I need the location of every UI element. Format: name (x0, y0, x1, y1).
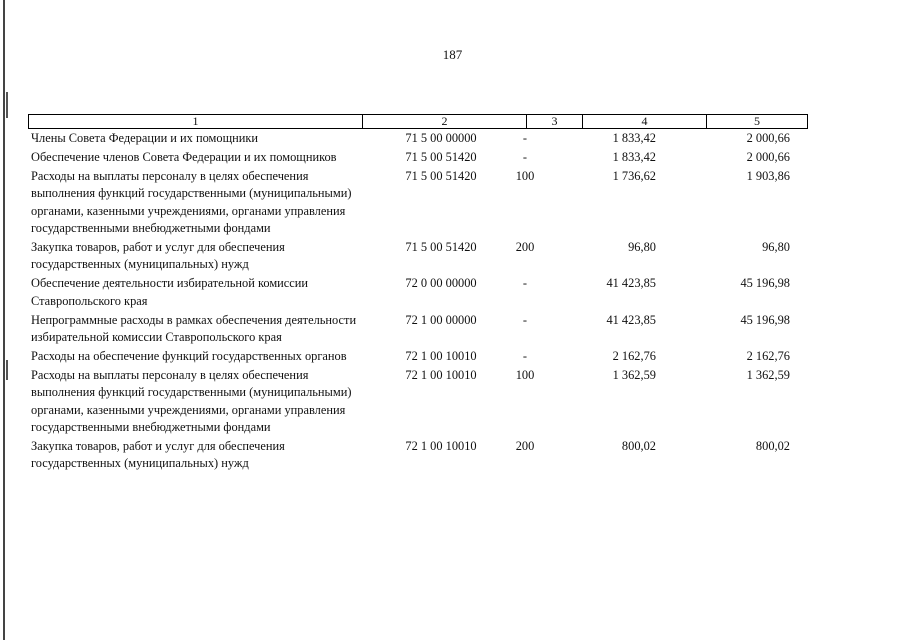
row-type: 100 (515, 367, 535, 382)
row-value-col4: 1 736,62 (612, 168, 656, 183)
column-header-5: 5 (706, 115, 807, 128)
row-name: Обеспечение деятельности избирательной комиссии Ставропольского края (31, 276, 309, 308)
row-value-col4: 800,02 (621, 438, 656, 453)
row-type: - (522, 131, 528, 145)
row-value-col5: 2 000,66 (746, 149, 790, 164)
row-type: 200 (515, 239, 535, 254)
row-code: 72 1 00 10010 (405, 348, 477, 363)
row-name: Закупка товаров, работ и услуг для обеспечения государственных (муниципальных) нужд (31, 438, 285, 471)
scan-border-line (3, 0, 5, 640)
row-code: 71 5 00 51420 (405, 168, 477, 183)
row-name: Расходы на выплаты персоналу в целях обеспечения выполнения функций государственными (муниципальными) органами, казенными учреждениями, органами управления государственными внебюджетными фондами (31, 367, 352, 434)
row-code: 72 1 00 00000 (405, 312, 477, 327)
row-value-col5: 2 162,76 (746, 348, 790, 363)
row-value-col4: 41 423,85 (606, 312, 656, 327)
row-value-col5: 800,02 (755, 438, 790, 453)
row-code: 72 0 00 00000 (405, 276, 477, 291)
scan-mark (6, 360, 8, 380)
row-code: 71 5 00 00000 (405, 131, 477, 145)
row-value-col4: 1 833,42 (612, 149, 656, 164)
row-value-col5: 96,80 (762, 239, 790, 254)
column-header-2: 2 (362, 115, 526, 128)
table-body (28, 130, 808, 474)
table-row (28, 312, 808, 347)
row-value-col5: 1 903,86 (746, 168, 790, 183)
table-row (28, 348, 808, 365)
row-type: - (522, 149, 528, 164)
row-name: Обеспечение членов Совета Федерации и их помощников (31, 149, 337, 164)
row-type: - (522, 276, 528, 291)
row-name: Расходы на обеспечение функций государственных органов (31, 348, 347, 363)
row-type: 100 (515, 168, 535, 183)
table-row (28, 168, 808, 238)
row-value-col4: 2 162,76 (612, 348, 656, 363)
table-row (28, 438, 808, 473)
column-header-4: 4 (582, 115, 706, 128)
row-value-col5: 45 196,98 (740, 312, 790, 327)
row-code: 72 1 00 10010 (405, 367, 477, 382)
row-name: Члены Совета Федерации и их помощники (31, 131, 259, 145)
table-header-row (28, 114, 808, 129)
row-code: 71 5 00 51420 (405, 239, 477, 254)
row-code: 71 5 00 51420 (405, 149, 477, 164)
table-row (28, 239, 808, 274)
scan-mark (6, 92, 8, 118)
row-value-col4: 41 423,85 (606, 276, 656, 291)
table-row (28, 275, 808, 310)
row-type: 200 (515, 438, 535, 453)
row-value-col5: 1 362,59 (746, 367, 790, 382)
row-code: 72 1 00 10010 (405, 438, 477, 453)
column-header-3: 3 (526, 115, 582, 128)
row-type: - (522, 348, 528, 363)
page-number: 187 (442, 47, 463, 62)
row-name: Расходы на выплаты персоналу в целях обеспечения выполнения функций государственными (муниципальными) органами, казенными учреждениями, органами управления государственными внебюджетными фондами (31, 168, 352, 236)
column-header-1: 1 (192, 114, 199, 128)
row-name: Непрограммные расходы в рамках обеспечения деятельности избирательной комиссии Ставропольского края (31, 312, 357, 344)
row-value-col5: 2 000,66 (746, 131, 790, 145)
row-value-col4: 96,80 (628, 239, 656, 254)
row-name: Закупка товаров, работ и услуг для обеспечения государственных (муниципальных) нужд (31, 239, 285, 272)
table-row (28, 149, 808, 166)
row-type: - (522, 312, 528, 327)
row-value-col4: 1 362,59 (612, 367, 656, 382)
row-value-col4: 1 833,42 (612, 131, 656, 145)
table-row (28, 367, 808, 437)
table-row (28, 130, 808, 147)
row-value-col5: 45 196,98 (740, 276, 790, 291)
